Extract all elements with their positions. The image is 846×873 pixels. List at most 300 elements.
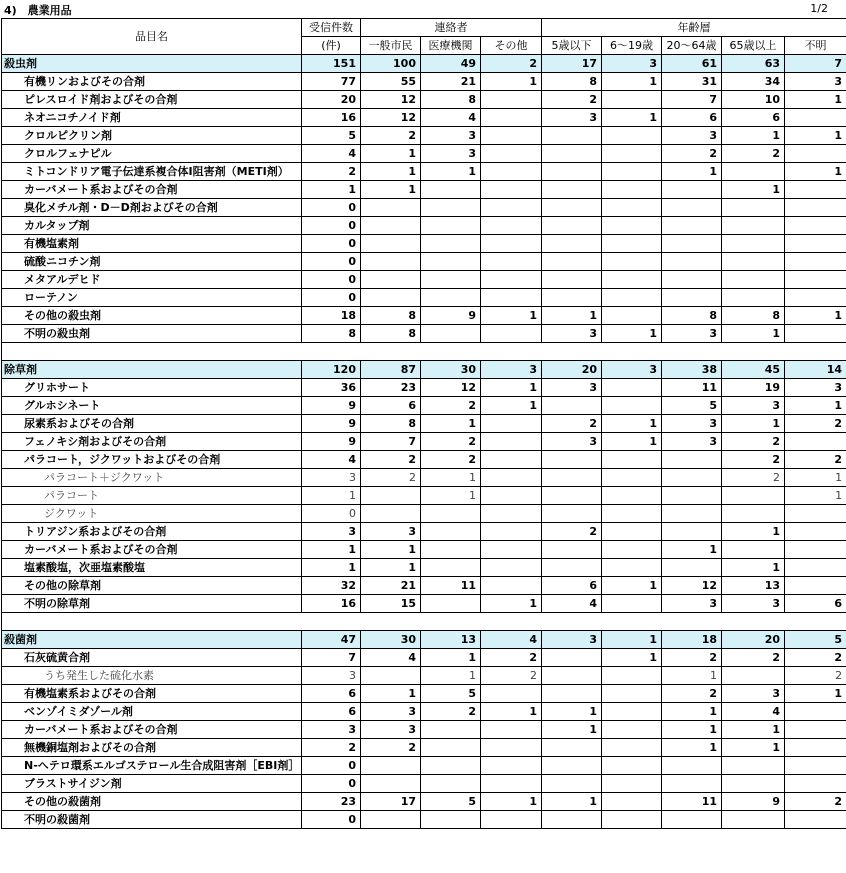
value-cell: 1 xyxy=(722,415,785,433)
value-cell: 1 xyxy=(302,541,361,559)
item-row xyxy=(2,307,846,325)
value-cell xyxy=(421,721,481,739)
value-cell: 0 xyxy=(302,289,361,307)
value-cell: 1 xyxy=(481,397,542,415)
item-name: N-ヘテロ環系エルゴステロール生合成阻害剤［EBI剤］ xyxy=(2,757,302,775)
value-cell xyxy=(542,487,602,505)
item-name: ネオニコチノイド剤 xyxy=(2,109,302,127)
value-cell: 2 xyxy=(662,685,722,703)
value-cell: 1 xyxy=(361,559,421,577)
value-cell xyxy=(542,163,602,181)
value-cell: 0 xyxy=(302,811,361,829)
item-name: トリアジン系およびその合剤 xyxy=(2,523,302,541)
value-cell: 2 xyxy=(722,649,785,667)
value-cell xyxy=(602,289,662,307)
spacer-cell xyxy=(481,343,542,361)
value-cell xyxy=(481,559,542,577)
item-row xyxy=(2,595,846,613)
value-cell: 3 xyxy=(421,145,481,163)
value-cell xyxy=(722,811,785,829)
value-cell xyxy=(361,271,421,289)
value-cell: 32 xyxy=(302,577,361,595)
value-cell xyxy=(481,289,542,307)
value-cell: 1 xyxy=(481,793,542,811)
value-cell: 31 xyxy=(662,73,722,91)
value-cell xyxy=(361,505,421,523)
value-cell: 3 xyxy=(302,469,361,487)
item-name: 有機塩素系およびその合剤 xyxy=(2,685,302,703)
value-cell: 0 xyxy=(302,775,361,793)
value-cell: 9 xyxy=(302,415,361,433)
value-cell: 36 xyxy=(302,379,361,397)
item-name: メタアルデヒド xyxy=(2,271,302,289)
value-cell xyxy=(602,685,662,703)
category-row xyxy=(2,55,846,73)
value-cell: 7 xyxy=(662,91,722,109)
value-cell xyxy=(361,757,421,775)
value-cell: 12 xyxy=(361,91,421,109)
value-cell xyxy=(602,451,662,469)
value-cell: 3 xyxy=(542,433,602,451)
value-cell: 4 xyxy=(302,451,361,469)
item-row xyxy=(2,721,846,739)
value-cell xyxy=(421,811,481,829)
value-cell xyxy=(722,217,785,235)
item-row xyxy=(2,235,846,253)
item-name: カーバメート系およびその合剤 xyxy=(2,721,302,739)
value-cell xyxy=(602,379,662,397)
value-cell xyxy=(542,271,602,289)
value-cell xyxy=(361,289,421,307)
value-cell: 1 xyxy=(361,163,421,181)
category-row xyxy=(2,631,846,649)
item-row xyxy=(2,271,846,289)
value-cell xyxy=(602,775,662,793)
value-cell: 18 xyxy=(662,631,722,649)
value-cell: 1 xyxy=(481,703,542,721)
value-cell: 1 xyxy=(785,397,846,415)
value-cell xyxy=(542,667,602,685)
value-cell: 34 xyxy=(722,73,785,91)
item-name: クロルピクリン剤 xyxy=(2,127,302,145)
value-cell xyxy=(542,469,602,487)
item-row xyxy=(2,775,846,793)
value-cell: 3 xyxy=(302,523,361,541)
value-cell xyxy=(785,739,846,757)
item-name: ジクワット xyxy=(2,505,302,523)
value-cell: 3 xyxy=(722,595,785,613)
spacer-cell xyxy=(421,613,481,631)
item-row xyxy=(2,811,846,829)
value-cell xyxy=(785,577,846,595)
category-row xyxy=(2,361,846,379)
item-name: うち発生した硫化水素 xyxy=(2,667,302,685)
value-cell: 1 xyxy=(662,667,722,685)
value-cell xyxy=(602,523,662,541)
value-cell: 4 xyxy=(421,109,481,127)
spacer-cell xyxy=(662,343,722,361)
value-cell xyxy=(542,559,602,577)
value-cell: 3 xyxy=(662,325,722,343)
item-row xyxy=(2,163,846,181)
value-cell xyxy=(421,253,481,271)
item-name: 臭化メチル剤・D－D剤およびその合剤 xyxy=(2,199,302,217)
value-cell: 3 xyxy=(722,685,785,703)
value-cell xyxy=(722,235,785,253)
value-cell: 3 xyxy=(662,127,722,145)
value-cell xyxy=(602,559,662,577)
value-cell xyxy=(785,559,846,577)
value-cell xyxy=(481,541,542,559)
item-row xyxy=(2,559,846,577)
value-cell xyxy=(542,145,602,163)
value-cell xyxy=(785,523,846,541)
value-cell xyxy=(481,469,542,487)
value-cell: 2 xyxy=(302,163,361,181)
value-cell: 2 xyxy=(662,145,722,163)
item-row xyxy=(2,181,846,199)
item-name: 有機塩素剤 xyxy=(2,235,302,253)
value-cell: 4 xyxy=(302,145,361,163)
value-cell: 1 xyxy=(785,91,846,109)
item-name: 不明の殺菌剤 xyxy=(2,811,302,829)
spacer-cell xyxy=(2,613,302,631)
spacer-cell xyxy=(302,613,361,631)
value-cell: 1 xyxy=(421,649,481,667)
value-cell xyxy=(481,433,542,451)
value-cell: 20 xyxy=(302,91,361,109)
header-row-top xyxy=(2,19,846,37)
value-cell xyxy=(542,235,602,253)
value-cell: 1 xyxy=(602,433,662,451)
value-cell xyxy=(785,325,846,343)
value-cell xyxy=(602,145,662,163)
value-cell: 2 xyxy=(361,469,421,487)
item-row xyxy=(2,325,846,343)
value-cell: 2 xyxy=(722,433,785,451)
value-cell xyxy=(785,109,846,127)
value-cell xyxy=(722,163,785,181)
col-header-age-65plus: 65歳以上 xyxy=(722,37,785,55)
value-cell xyxy=(542,289,602,307)
spacer-cell xyxy=(542,613,602,631)
item-row xyxy=(2,577,846,595)
spacer-cell xyxy=(2,343,302,361)
value-cell: 20 xyxy=(542,361,602,379)
value-cell xyxy=(481,181,542,199)
value-cell: 13 xyxy=(722,577,785,595)
value-cell xyxy=(361,199,421,217)
item-row xyxy=(2,145,846,163)
value-cell: 0 xyxy=(302,271,361,289)
value-cell xyxy=(662,271,722,289)
item-row xyxy=(2,451,846,469)
value-cell xyxy=(722,541,785,559)
value-cell: 8 xyxy=(722,307,785,325)
value-cell: 3 xyxy=(421,127,481,145)
value-cell xyxy=(662,811,722,829)
value-cell: 6 xyxy=(785,595,846,613)
value-cell: 1 xyxy=(542,793,602,811)
value-cell xyxy=(662,253,722,271)
value-cell xyxy=(542,253,602,271)
page-number: 1/2 xyxy=(810,2,828,15)
item-name: 殺菌剤 xyxy=(2,631,302,649)
value-cell xyxy=(481,271,542,289)
value-cell: 2 xyxy=(421,451,481,469)
value-cell: 2 xyxy=(361,127,421,145)
value-cell: 3 xyxy=(361,703,421,721)
value-cell: 13 xyxy=(421,631,481,649)
col-header-age: 年齢層 xyxy=(542,19,846,37)
value-cell xyxy=(421,757,481,775)
poison-inquiry-table xyxy=(1,18,846,829)
item-name: ピレスロイド剤およびその合剤 xyxy=(2,91,302,109)
value-cell: 2 xyxy=(662,649,722,667)
value-cell: 3 xyxy=(481,361,542,379)
value-cell: 8 xyxy=(662,307,722,325)
item-row xyxy=(2,91,846,109)
value-cell xyxy=(361,775,421,793)
value-cell: 7 xyxy=(785,55,846,73)
value-cell: 1 xyxy=(481,307,542,325)
value-cell: 2 xyxy=(421,433,481,451)
col-header-age-20-64: 20～64歳 xyxy=(662,37,722,55)
value-cell xyxy=(421,739,481,757)
value-cell: 9 xyxy=(302,397,361,415)
item-row xyxy=(2,757,846,775)
value-cell: 9 xyxy=(302,433,361,451)
value-cell: 1 xyxy=(722,325,785,343)
value-cell: 1 xyxy=(481,595,542,613)
value-cell xyxy=(722,505,785,523)
value-cell: 16 xyxy=(302,109,361,127)
value-cell: 2 xyxy=(361,739,421,757)
value-cell xyxy=(602,487,662,505)
spacer-row xyxy=(2,343,846,361)
value-cell: 8 xyxy=(361,325,421,343)
value-cell xyxy=(421,235,481,253)
value-cell: 3 xyxy=(361,721,421,739)
value-cell xyxy=(481,235,542,253)
value-cell xyxy=(481,451,542,469)
value-cell xyxy=(785,199,846,217)
value-cell xyxy=(602,811,662,829)
item-row xyxy=(2,217,846,235)
value-cell: 6 xyxy=(361,397,421,415)
value-cell: 5 xyxy=(421,793,481,811)
value-cell: 3 xyxy=(302,667,361,685)
spacer-cell xyxy=(361,613,421,631)
item-name: クロルフェナピル xyxy=(2,145,302,163)
value-cell xyxy=(785,181,846,199)
value-cell xyxy=(602,127,662,145)
value-cell: 3 xyxy=(662,595,722,613)
value-cell: 0 xyxy=(302,199,361,217)
spacer-cell xyxy=(602,613,662,631)
value-cell: 55 xyxy=(361,73,421,91)
item-name: 殺虫剤 xyxy=(2,55,302,73)
spacer-cell xyxy=(481,613,542,631)
value-cell: 38 xyxy=(662,361,722,379)
item-row xyxy=(2,199,846,217)
item-name: パラコート＋ジクワット xyxy=(2,469,302,487)
value-cell: 21 xyxy=(361,577,421,595)
col-header-other: その他 xyxy=(481,37,542,55)
value-cell: 2 xyxy=(421,703,481,721)
sub-item-row xyxy=(2,469,846,487)
value-cell xyxy=(602,739,662,757)
item-row xyxy=(2,433,846,451)
value-cell xyxy=(785,271,846,289)
value-cell: 1 xyxy=(722,559,785,577)
item-name: その他の殺虫剤 xyxy=(2,307,302,325)
value-cell xyxy=(481,685,542,703)
value-cell xyxy=(602,199,662,217)
value-cell: 15 xyxy=(361,595,421,613)
value-cell xyxy=(785,757,846,775)
value-cell: 1 xyxy=(602,325,662,343)
item-name: パラコート xyxy=(2,487,302,505)
value-cell xyxy=(662,775,722,793)
value-cell: 3 xyxy=(542,325,602,343)
value-cell xyxy=(662,487,722,505)
value-cell: 19 xyxy=(722,379,785,397)
report-header xyxy=(0,0,846,18)
item-row xyxy=(2,739,846,757)
item-name: 不明の除草剤 xyxy=(2,595,302,613)
value-cell xyxy=(542,541,602,559)
value-cell xyxy=(481,127,542,145)
value-cell: 10 xyxy=(722,91,785,109)
value-cell: 1 xyxy=(542,703,602,721)
item-name: ブラストサイジン剤 xyxy=(2,775,302,793)
item-row xyxy=(2,127,846,145)
value-cell: 1 xyxy=(361,145,421,163)
value-cell: 8 xyxy=(542,73,602,91)
value-cell: 1 xyxy=(722,739,785,757)
item-name: グリホサート xyxy=(2,379,302,397)
value-cell xyxy=(785,145,846,163)
value-cell xyxy=(481,415,542,433)
value-cell xyxy=(785,721,846,739)
value-cell: 20 xyxy=(722,631,785,649)
value-cell xyxy=(785,217,846,235)
value-cell: 1 xyxy=(662,163,722,181)
value-cell xyxy=(421,775,481,793)
value-cell: 14 xyxy=(785,361,846,379)
value-cell xyxy=(602,505,662,523)
value-cell: 5 xyxy=(785,631,846,649)
value-cell: 2 xyxy=(421,397,481,415)
value-cell xyxy=(481,487,542,505)
item-row xyxy=(2,523,846,541)
value-cell xyxy=(785,433,846,451)
value-cell: 63 xyxy=(722,55,785,73)
value-cell: 0 xyxy=(302,757,361,775)
value-cell: 1 xyxy=(361,541,421,559)
value-cell: 0 xyxy=(302,235,361,253)
item-name: その他の除草剤 xyxy=(2,577,302,595)
value-cell: 12 xyxy=(361,109,421,127)
value-cell: 21 xyxy=(421,73,481,91)
value-cell: 2 xyxy=(722,451,785,469)
value-cell: 8 xyxy=(421,91,481,109)
value-cell: 1 xyxy=(785,307,846,325)
value-cell xyxy=(662,181,722,199)
value-cell xyxy=(542,397,602,415)
item-name: 有機リンおよびその合剤 xyxy=(2,73,302,91)
value-cell xyxy=(481,217,542,235)
value-cell xyxy=(542,505,602,523)
item-row xyxy=(2,541,846,559)
value-cell: 30 xyxy=(361,631,421,649)
value-cell xyxy=(602,253,662,271)
spacer-cell xyxy=(722,613,785,631)
value-cell: 5 xyxy=(662,397,722,415)
value-cell: 1 xyxy=(785,163,846,181)
value-cell xyxy=(421,559,481,577)
value-cell xyxy=(602,217,662,235)
value-cell: 3 xyxy=(361,523,421,541)
value-cell xyxy=(421,199,481,217)
value-cell: 11 xyxy=(421,577,481,595)
value-cell xyxy=(785,541,846,559)
value-cell: 1 xyxy=(602,415,662,433)
value-cell xyxy=(481,577,542,595)
value-cell xyxy=(481,739,542,757)
value-cell: 12 xyxy=(421,379,481,397)
value-cell: 23 xyxy=(302,793,361,811)
value-cell: 1 xyxy=(602,631,662,649)
value-cell xyxy=(785,289,846,307)
value-cell: 17 xyxy=(361,793,421,811)
value-cell xyxy=(722,253,785,271)
value-cell xyxy=(542,181,602,199)
value-cell: 6 xyxy=(302,703,361,721)
value-cell xyxy=(542,451,602,469)
item-name: カーバメート系およびその合剤 xyxy=(2,541,302,559)
value-cell xyxy=(542,757,602,775)
item-name: 除草剤 xyxy=(2,361,302,379)
value-cell: 49 xyxy=(421,55,481,73)
value-cell xyxy=(481,775,542,793)
value-cell: 8 xyxy=(302,325,361,343)
item-name: 無機銅塩剤およびその合剤 xyxy=(2,739,302,757)
col-header-count-bottom: (件) xyxy=(302,37,361,55)
item-row xyxy=(2,73,846,91)
value-cell: 2 xyxy=(481,667,542,685)
value-cell xyxy=(785,505,846,523)
value-cell: 17 xyxy=(542,55,602,73)
value-cell xyxy=(481,325,542,343)
value-cell: 8 xyxy=(361,415,421,433)
col-header-contact: 連絡者 xyxy=(361,19,542,37)
item-row xyxy=(2,289,846,307)
value-cell: 3 xyxy=(542,631,602,649)
value-cell xyxy=(602,469,662,487)
value-cell: 1 xyxy=(421,163,481,181)
value-cell: 1 xyxy=(785,469,846,487)
value-cell: 2 xyxy=(785,415,846,433)
value-cell xyxy=(481,523,542,541)
value-cell: 2 xyxy=(481,649,542,667)
value-cell xyxy=(421,595,481,613)
item-name: パラコート，ジクワットおよびその合剤 xyxy=(2,451,302,469)
item-name: ミトコンドリア電子伝達系複合体Ⅰ阻害剤（METI剤） xyxy=(2,163,302,181)
value-cell: 2 xyxy=(542,415,602,433)
value-cell: 1 xyxy=(361,181,421,199)
